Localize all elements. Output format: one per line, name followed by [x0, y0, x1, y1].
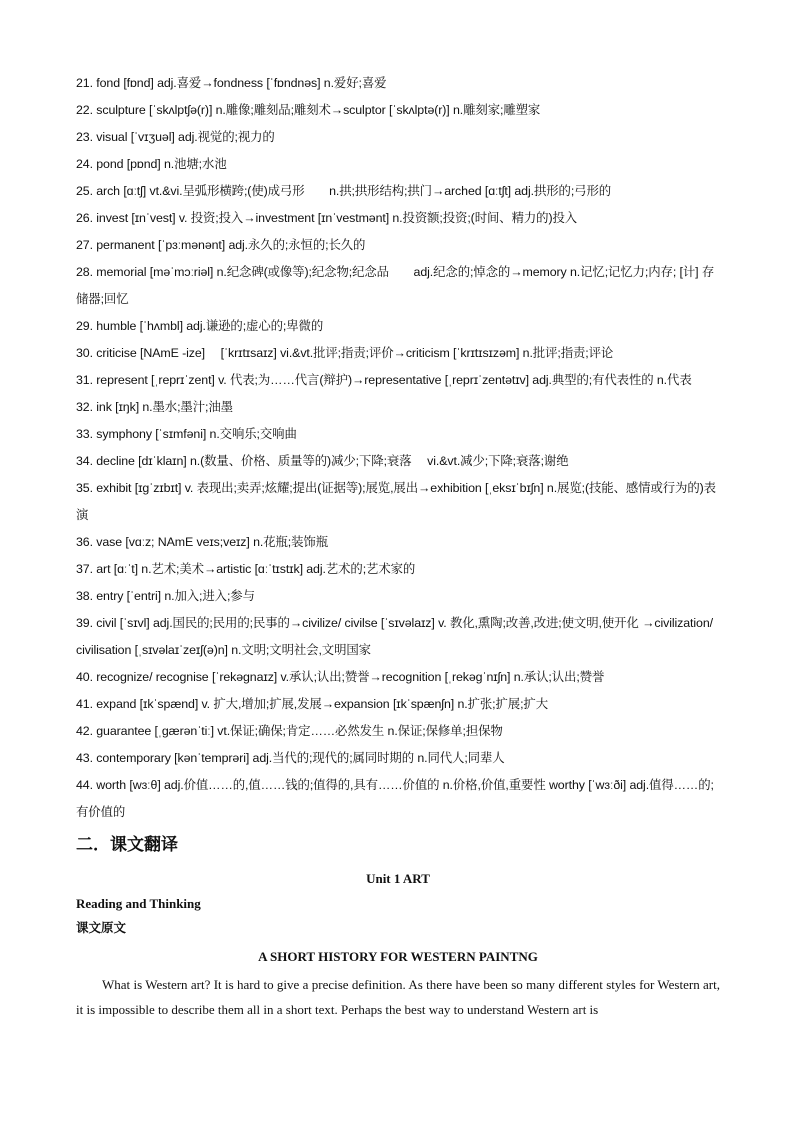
vocab-entry: 36. vase [vɑːz; NAmE veɪs;veɪz] n.花瓶;装饰瓶: [76, 535, 329, 549]
vocab-entry: 21. fond [fɒnd] adj.喜爱→fondness [ˈfɒndnəs] n.爱好;喜爱: [76, 76, 387, 90]
vocab-entry: 27. permanent [ˈpɜːmənənt] adj.永久的;永恒的;长久的: [76, 238, 366, 252]
vocab-entry: 43. contemporary [kənˈtemprəri] adj.当代的;现代的;属同时期的 n.同代人;同辈人: [76, 751, 505, 765]
vocab-entry: 39. civil [ˈsɪvl] adj.国民的;民用的;民事的→civilize/ civilse [ˈsɪvəlaɪz] v. 教化,熏陶;改善,改进;使文明,使开化 →civilization/ civilisation [ˌsɪvəlaɪˈzeɪʃ(ə)n] n.文明;文明社会,文明国家: [76, 616, 713, 657]
vocab-entry: 30. criticise [NAmE -ize] [ˈkrɪtɪsaɪz] vi.&vt.批评;指责;评价→criticism [ˈkrɪtɪsɪzəm] n.批评;指责;评论: [76, 346, 614, 360]
document-page: [76, 70, 720, 1022]
vocab-entry: 44. worth [wɜːθ] adj.价值……的,值……钱的;值得的,具有……价值的 n.价格,价值,重要性 worthy [ˈwɜːði] adj.值得……的;有价值的: [76, 778, 714, 819]
vocab-entry: 25. arch [ɑːtʃ] vt.&vi.呈弧形横跨;(使)成弓形 n.拱;拱形结构;拱门→arched [ɑːtʃt] adj.拱形的;弓形的: [76, 184, 612, 198]
article-paragraph: What is Western art? It is hard to give a precise definition. As there have been so many different styles for Western art, it is impossible to describe them all in a short text. Perhaps the best way to understand Western art is: [76, 977, 720, 1017]
vocab-entry: 31. represent [ˌreprɪˈzent] v. 代表;为……代言(辩护)→representative [ˌreprɪˈzentətɪv] adj.典型的;有代表性的 n.代表: [76, 373, 692, 387]
vocab-entry: 23. visual [ˈvɪʒuəl] adj.视觉的;视力的: [76, 130, 275, 144]
vocab-entry: 33. symphony [ˈsɪmfəni] n.交响乐;交响曲: [76, 427, 297, 441]
vocab-entry: 42. guarantee [ˌɡærənˈtiː] vt.保证;确保;肯定……必然发生 n.保证;保修单;担保物: [76, 724, 503, 738]
vocab-entry: 41. expand [ɪkˈspænd] v. 扩大,增加;扩展,发展→expansion [ɪkˈspænʃn] n.扩张;扩展;扩大: [76, 697, 549, 711]
sub-heading-original-text: 课文原文: [76, 920, 127, 935]
vocab-entry: 24. pond [pɒnd] n.池塘;水池: [76, 157, 227, 171]
vocab-entry: 26. invest [ɪnˈvest] v. 投资;投入→investment [ɪnˈvestmənt] n.投资额;投资;(时间、精力的)投入: [76, 211, 578, 225]
vocab-entry: 35. exhibit [ɪɡˈzɪbɪt] v. 表现出;卖弄;炫耀;提出(证据等);展览,展出→exhibition [ˌeksɪˈbɪʃn] n.展览;(技能、感情或行为的)表演: [76, 481, 716, 522]
vocab-entry: 28. memorial [məˈmɔːriəl] n.纪念碑(或像等);纪念物;纪念品 adj.纪念的;悼念的→memory n.记忆;记忆力;内存; [计] 存储器;回忆: [76, 265, 715, 306]
vocab-entry: 22. sculpture [ˈskʌlptʃə(r)] n.雕像;雕刻品;雕刻术→sculptor [ˈskʌlptə(r)] n.雕刻家;雕塑家: [76, 103, 541, 117]
vocab-entry: 34. decline [dɪˈklaɪn] n.(数量、价格、质量等的)减少;下降;衰落 vi.&vt.减少;下降;衰落;谢绝: [76, 454, 569, 468]
vocab-entry: 40. recognize/ recognise [ˈrekəgnaɪz] v.承认;认出;赞誉→recognition [ˌrekəgˈnɪʃn] n.承认;认出;赞誉: [76, 670, 605, 684]
sub-heading: Reading and Thinking: [76, 896, 201, 911]
vocab-entry: 38. entry [ˈentri] n.加入;进入;参与: [76, 589, 255, 603]
unit-title: Unit 1 ART: [366, 871, 430, 886]
vocab-entry: 32. ink [ɪŋk] n.墨水;墨汁;油墨: [76, 400, 233, 414]
article-title: A SHORT HISTORY FOR WESTERN PAINTNG: [258, 949, 538, 964]
section-heading: 二．课文翻译: [76, 835, 178, 854]
vocab-entry: 29. humble [ˈhʌmbl] adj.谦逊的;虚心的;卑微的: [76, 319, 324, 333]
vocabulary-list: [76, 70, 720, 826]
vocab-entry: 37. art [ɑːˈt] n.艺术;美术→artistic [ɑːˈtɪstɪk] adj.艺术的;艺术家的: [76, 562, 416, 576]
